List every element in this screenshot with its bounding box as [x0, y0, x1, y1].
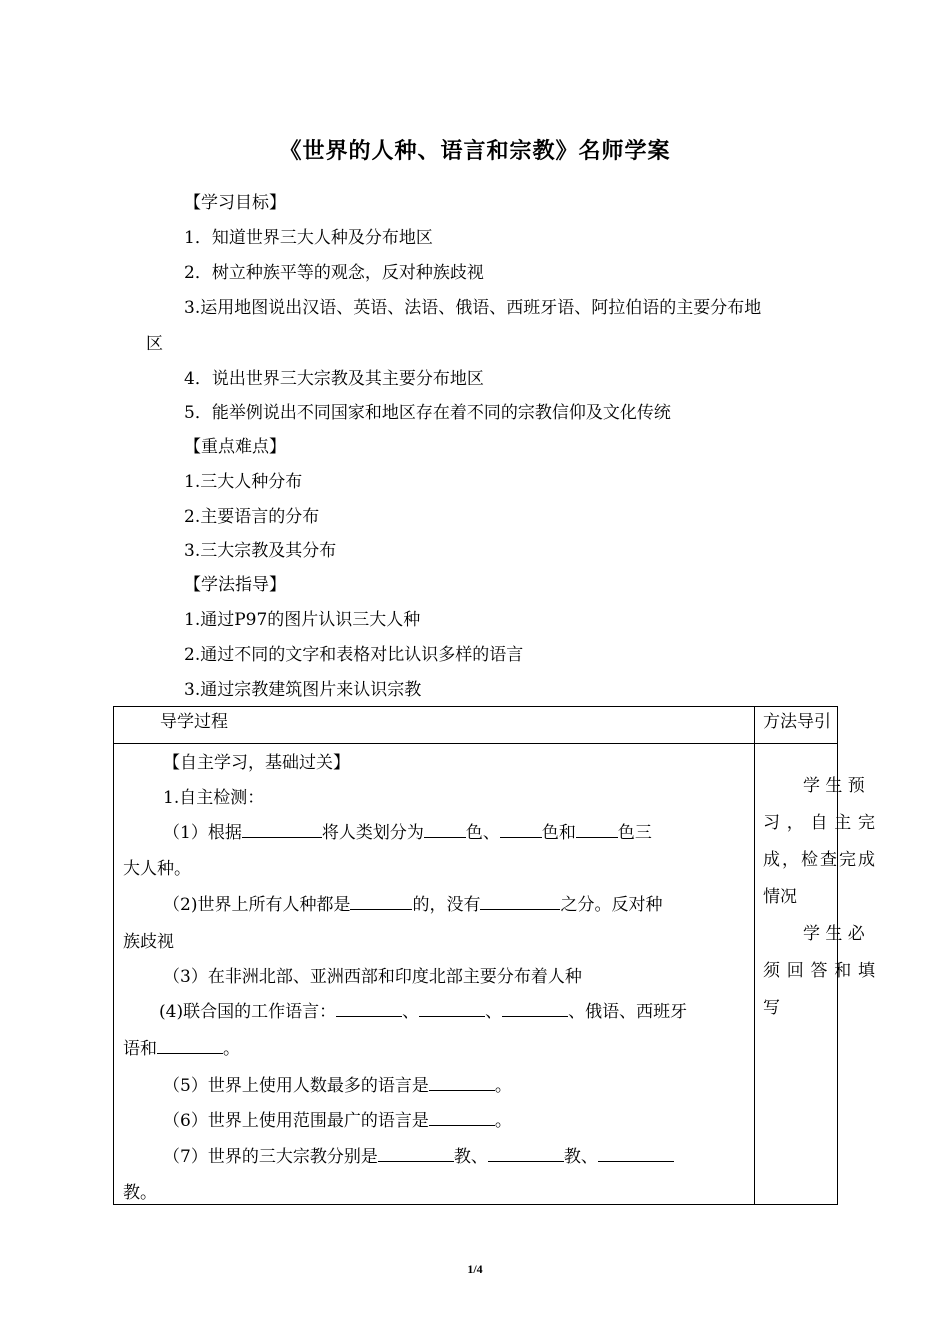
method-item: 3.通过宗教建筑图片来认识宗教 — [184, 680, 422, 700]
question-1-continued: 大人种。 — [123, 859, 191, 879]
objective-item: 2．树立种族平等的观念，反对种族歧视 — [184, 263, 484, 283]
keypoint-item: 1.三大人种分布 — [184, 472, 303, 492]
method-item: 2.通过不同的文字和表格对比认识多样的语言 — [184, 645, 524, 665]
blank-field[interactable] — [429, 1074, 495, 1091]
blank-field[interactable] — [350, 893, 412, 910]
page-number: 1/4 — [467, 1262, 483, 1276]
keypoints-heading: 【重点难点】 — [184, 437, 286, 457]
method-item: 1.通过P97的图片认识三大人种 — [184, 610, 421, 630]
blank-field[interactable] — [242, 821, 322, 838]
table-header-process: 导学过程 — [114, 707, 755, 744]
blank-field[interactable] — [157, 1037, 223, 1054]
page-title: 《世界的人种、语言和宗教》名师学案 — [279, 138, 671, 164]
keypoint-item: 2.主要语言的分布 — [184, 507, 320, 527]
objective-item: 4．说出世界三大宗教及其主要分布地区 — [184, 369, 484, 389]
method-guide-text: 学 生 预 习，自主完 成，检查完成 情况 学 生 必 须回答和填 写 — [763, 776, 875, 1018]
blank-field[interactable] — [488, 1145, 564, 1162]
question-7: （7）世界的三大宗教分别是 教、 教、 — [163, 1142, 674, 1167]
self-study-heading: 【自主学习，基础过关】 — [163, 753, 350, 773]
blank-field[interactable] — [419, 1000, 485, 1017]
blank-field[interactable] — [378, 1145, 454, 1162]
objective-item: 1．知道世界三大人种及分布地区 — [184, 228, 433, 248]
question-6: （6）世界上使用范围最广的语言是 。 — [163, 1111, 512, 1131]
process-cell — [114, 744, 755, 1205]
objective-item: 3.运用地图说出汉语、英语、法语、俄语、西班牙语、阿拉伯语的主要分布地 — [184, 298, 762, 318]
objective-item-continued: 区 — [146, 334, 163, 354]
objective-item: 5．能举例说出不同国家和地区存在着不同的宗教信仰及文化传统 — [184, 403, 671, 423]
blank-field[interactable] — [502, 1000, 568, 1017]
blank-field[interactable] — [576, 821, 618, 838]
blank-field[interactable] — [480, 893, 560, 910]
blank-field[interactable] — [336, 1000, 402, 1017]
blank-field[interactable] — [429, 1109, 495, 1126]
method-guide-cell — [755, 744, 875, 1205]
question-4-continued: 语和 。 — [123, 1039, 240, 1059]
table-header-method: 方法导引 — [755, 707, 838, 744]
question-2-continued: 族歧视 — [123, 932, 174, 952]
objectives-heading: 【学习目标】 — [184, 193, 286, 213]
question-5: （5）世界上使用人数最多的语言是 。 — [163, 1076, 512, 1096]
methods-heading: 【学法指导】 — [184, 575, 286, 595]
question-2: （2)世界上所有人种都是 的，没有 之分。反对种 — [163, 895, 663, 915]
question-7-continued: 教。 — [123, 1183, 157, 1203]
self-test-label: 1.自主检测： — [163, 788, 265, 808]
blank-field[interactable] — [598, 1145, 674, 1162]
question-4: (4)联合国的工作语言： 、 、 、俄语、西班牙 — [159, 1002, 688, 1022]
question-3: （3）在非洲北部、亚洲西部和印度北部主要分布着人种 — [163, 967, 582, 987]
keypoint-item: 3.三大宗教及其分布 — [184, 541, 337, 561]
blank-field[interactable] — [500, 821, 542, 838]
guide-table — [113, 706, 875, 1205]
question-1: （1）根据 将人类划分为 色、 色和 色三 — [163, 823, 652, 843]
blank-field[interactable] — [424, 821, 466, 838]
